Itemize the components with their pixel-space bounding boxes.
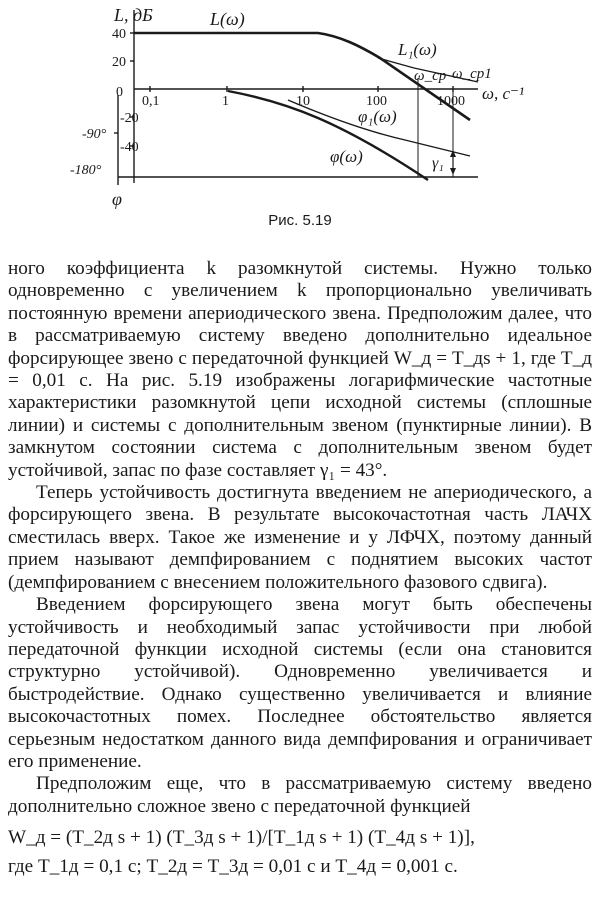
label-gamma1: γ₁ xyxy=(432,155,444,172)
label-wcp1: ω_ср1 xyxy=(452,66,492,82)
tick-amp-20: 20 xyxy=(112,55,126,70)
tick-freq-0.1: 0,1 xyxy=(142,94,160,109)
paragraph-2: Теперь устойчивость достигнута введением не апериодического, а форсирующего звена. В результате высокочастотная часть ЛАЧХ сместилась вверх. Такое же изменение и у ЛФЧХ, поэтому данный прием называют демпфированием с поднятием высоких частот (демпфированием с внесением положительного фазового сдвига). xyxy=(8,482,592,593)
tick-phase-minus180: -180° xyxy=(70,163,102,178)
label-L1: L₁(ω) xyxy=(398,40,437,59)
body-text xyxy=(8,258,592,878)
where-line: где T_1д = 0,1 с; T_2д = T_3д = 0,01 с и T_4д = 0,001 с. xyxy=(8,855,458,877)
x-axis-label: ω, с⁻¹ xyxy=(482,84,525,103)
curve-phi xyxy=(228,91,428,180)
tick-amp-40: 40 xyxy=(112,27,126,42)
paragraph-3: Введением форсирующего звена могут быть обеспечены устойчивость и необходимый запас устойчивости при любой передаточной функции исходной системы (если она становится структурно устойчивой). Одновременно увеличивается и быстродействие. Однако существенно увеличивается и влияние высокочастотных помех. Последнее обстоятельство является серьезным недостатком данного вида демпфирования и ограничивает его применение. xyxy=(8,594,592,772)
label-L: L(ω) xyxy=(210,9,245,29)
tick-amp-0: 0 xyxy=(116,85,123,100)
label-wcp: ω_ср xyxy=(414,68,447,84)
tick-freq-100: 100 xyxy=(366,94,387,109)
tick-amp-minus40: -40 xyxy=(120,140,139,155)
formula: W_д = (T_2д s + 1) (T_3д s + 1)/[T_1д s + 1) (T_4д s + 1)], xyxy=(8,827,475,849)
tick-amp-minus20: -20 xyxy=(120,111,139,126)
tick-freq-10: 10 xyxy=(296,94,310,109)
tick-phase-minus90: -90° xyxy=(82,127,107,142)
paragraph-1: ного коэффициента k разомкнутой системы. Нужно только одновременно с увеличением k пропорционально увеличивать постоянную времени апериодического звена. Предположим далее, что в рассматриваемую систему введено дополнительно идеальное форсирующее звено с передаточной функцией W_д = T_дs + 1, где T_д = 0,01 с. На рис. 5.19 изображены логарифмические частотные характеристики разомкнутой цепи исходной системы (сплошные линии) и системы с дополнительным звеном (пунктирные линии). В замкнутом состоянии система с дополнительным звеном будет устойчивой, запас по фазе составляет γ₁ = 43°. xyxy=(8,258,592,481)
y-axis-bottom-label: φ xyxy=(112,189,122,209)
tick-freq-1000: 1000 xyxy=(437,94,465,109)
label-phi: φ(ω) xyxy=(330,147,363,166)
tick-freq-1: 1 xyxy=(222,94,229,109)
paragraph-4: Предположим еще, что в рассматриваемую систему введено дополнительно сложное звено с передаточной функцией xyxy=(8,773,592,817)
figure-caption: Рис. 5.19 xyxy=(268,212,332,229)
label-phi1: φ₁(ω) xyxy=(358,107,397,126)
y-axis-top-label: L, дБ xyxy=(114,5,153,25)
